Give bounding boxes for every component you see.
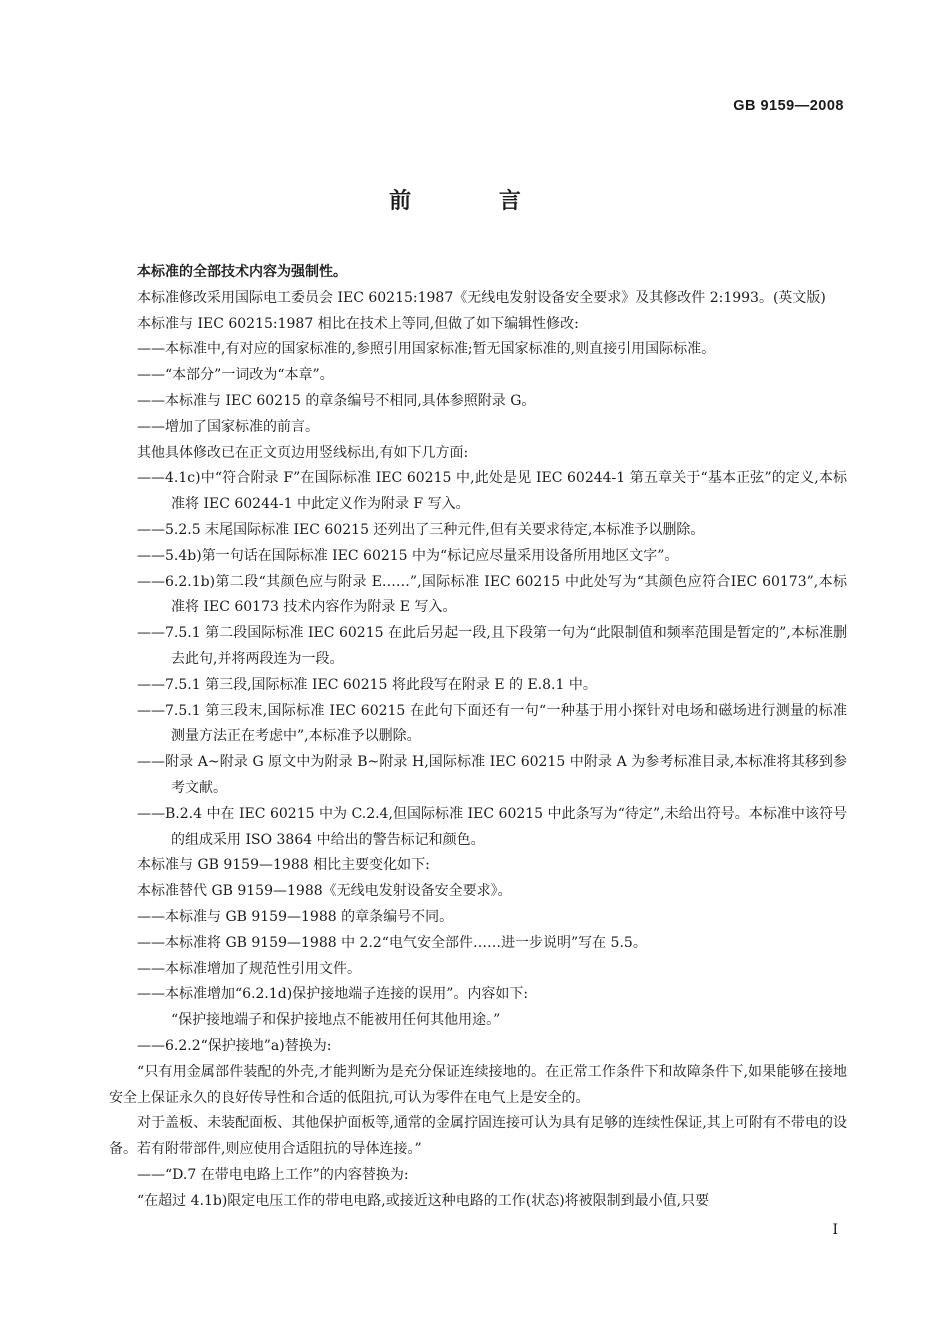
- list-item: ——本标准将 GB 9159—1988 中 2.2“电气安全部件……进一步说明”写在 5.5。: [137, 934, 647, 951]
- quoted-text: “保护接地端子和保护接地点不能被用任何其他用途。”: [171, 1012, 501, 1029]
- mandatory-statement: 本标准的全部技术内容为强制性。: [137, 264, 347, 280]
- paragraph: 对于盖板、未装配面板、其他保护面板等,通常的金属拧固连接可认为具有足够的连续性保证,其上可附有不带电的设备。若有附带部件,则应使用合适阻抗的导体连接。”: [109, 1115, 847, 1158]
- paragraph: “只有用金属部件装配的外壳,才能判断为是充分保证连续接地的。在正常工作条件下和故障条件下,如果能够在接地安全上保证永久的良好传导性和合适的低阻抗,可认为零件在电气上是安全的。: [109, 1063, 847, 1106]
- list-item: ——本标准增加“6.2.1d)保护接地端子连接的误用”。内容如下:: [137, 986, 529, 1003]
- list-item: ——6.2.1b)第二段“其颜色应与附录 E……”,国际标准 IEC 60215 中此处写为“其颜色应符合IEC 60173”,本标准将 IEC 60173 技术内容作为附录 E 写入。: [137, 573, 847, 616]
- list-item: ——增加了国家标准的前言。: [137, 418, 319, 435]
- page-title: 前 言: [389, 189, 561, 214]
- list-item: ——本标准与 IEC 60215 的章条编号不相同,具体参照附录 G。: [137, 392, 536, 409]
- paragraph: 本标准与 GB 9159—1988 相比主要变化如下:: [137, 857, 430, 874]
- list-item: ——“D.7 在带电电路上工作”的内容替换为:: [137, 1166, 409, 1183]
- paragraph: 本标准与 IEC 60215:1987 相比在技术上等同,但做了如下编辑性修改:: [137, 315, 579, 332]
- list-item: ——本标准与 GB 9159—1988 的章条编号不同。: [137, 908, 454, 925]
- list-item: ——4.1c)中“符合附录 F”在国际标准 IEC 60215 中,此处是见 IEC 60244-1 第五章关于“基本正弦”的定义,本标准将 IEC 60244-1 中此定义作为附录 F 写入。: [137, 470, 847, 513]
- list-item: ——附录 A~附录 G 原文中为附录 B~附录 H,国际标准 IEC 60215 中附录 A 为参考标准目录,本标准将其移到参考文献。: [137, 754, 847, 796]
- list-item: ——7.5.1 第三段末,国际标准 IEC 60215 在此句下面还有一句“一种基于用小探针对电场和磁场进行测量的标准测量方法正在考虑中”,本标准予以删除。: [137, 702, 847, 745]
- standard-number: GB 9159—2008: [733, 98, 844, 114]
- list-item: ——6.2.2“保护接地”a)替换为:: [137, 1037, 332, 1054]
- list-item: ——本标准增加了规范性引用文件。: [137, 960, 361, 977]
- list-item: ——5.4b)第一句话在国际标准 IEC 60215 中为“标记应尽量采用设备所用地区文字”。: [137, 547, 679, 564]
- page-number: I: [832, 1222, 838, 1238]
- list-item: ——“本部分”一词改为“本章”。: [137, 367, 334, 384]
- document-body: [109, 260, 847, 1214]
- list-item: ——7.5.1 第三段,国际标准 IEC 60215 将此段写在附录 E 的 E.8.1 中。: [137, 676, 597, 693]
- list-item: ——B.2.4 中在 IEC 60215 中为 C.2.4,但国际标准 IEC 60215 中此条写为“待定”,未给出符号。本标准中该符号的组成采用 ISO 3864 中给出的警告标记和颜色。: [137, 805, 847, 848]
- paragraph: “在超过 4.1b)限定电压工作的带电电路,或接近这种电路的工作(状态)将被限制到最小值,只要: [137, 1192, 710, 1209]
- list-item: ——5.2.5 末尾国际标准 IEC 60215 还列出了三种元件,但有关要求待定,本标准予以删除。: [137, 521, 705, 538]
- paragraph: 本标准替代 GB 9159—1988《无线电发射设备安全要求》。: [137, 883, 512, 900]
- paragraph: 其他具体修改已在正文页边用竖线标出,有如下几方面:: [137, 444, 469, 461]
- paragraph: 本标准修改采用国际电工委员会 IEC 60215:1987《无线电发射设备安全要求》及其修改件 2:1993。(英文版): [137, 289, 826, 306]
- list-item: ——7.5.1 第二段国际标准 IEC 60215 在此后另起一段,且下段第一句为“此限制值和频率范围是暂定的”,本标准删去此句,并将两段连为一段。: [137, 625, 847, 667]
- list-item: ——本标准中,有对应的国家标准的,参照引用国家标准;暂无国家标准的,则直接引用国际标准。: [137, 341, 716, 358]
